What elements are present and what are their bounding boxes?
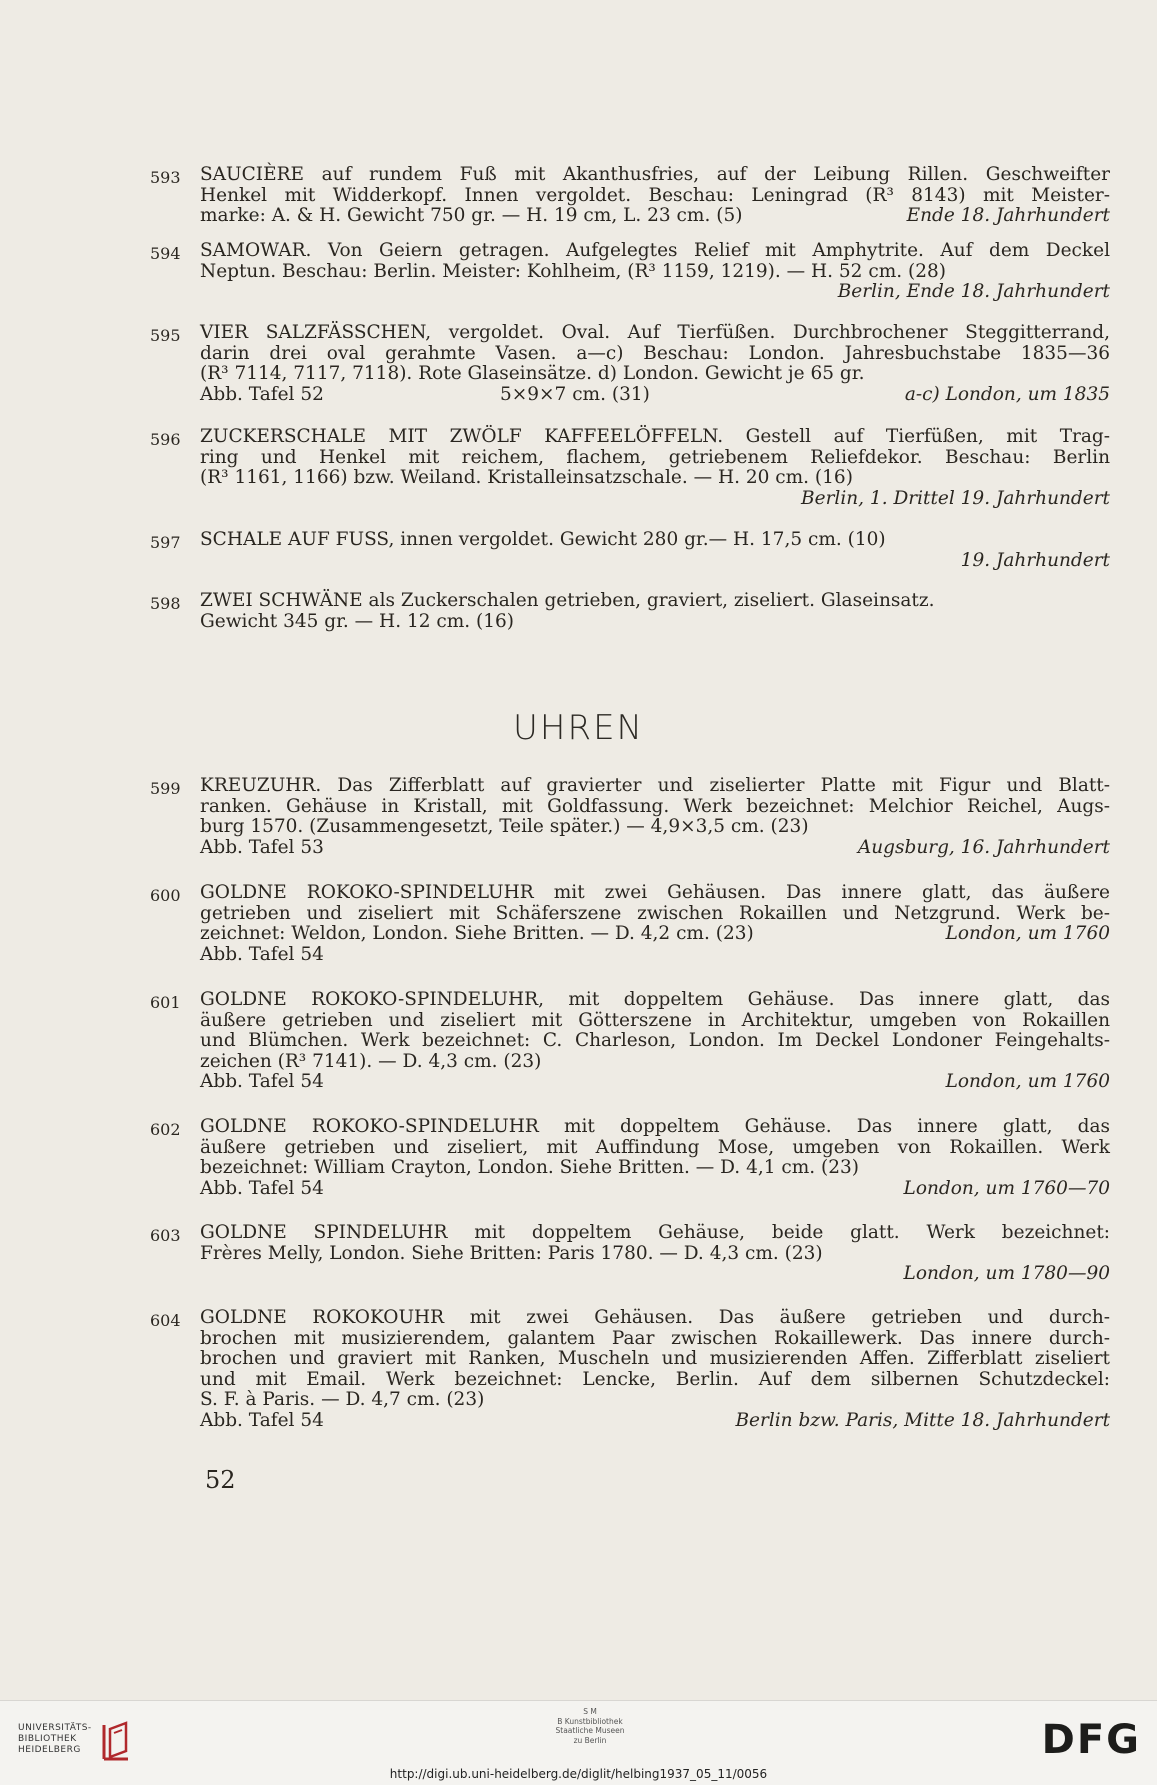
entry-text: und mit Email. Werk bezeichnet: Lencke, Berlin. Auf dem silbernen Schutzdeckel: [200, 1368, 1110, 1390]
entry-last-line [200, 206, 1110, 227]
entry-594 [150, 240, 1110, 303]
entry-text: VIER SALZFÄSSCHEN, vergoldet. Oval. Auf Tierfüßen. Durchbrochener Steggitterrand, [200, 322, 1110, 343]
entry-date: Berlin, Ende 18. Jahrhundert [837, 281, 1110, 302]
entry-593 [150, 164, 1110, 227]
entry-last-line [200, 1179, 1110, 1200]
entry-text: äußere getrieben und ziseliert mit Götterszene in Architektur, umgeben von Rokaillen [200, 1009, 1110, 1031]
entry-text: bezeichnet: William Crayton, London. Siehe Britten. — D. 4,1 cm. (23) [200, 1157, 860, 1178]
entry-text: GOLDNE SPINDELUHR mit doppeltem Gehäuse, beide glatt. Werk bezeichnet: [200, 1222, 1110, 1243]
entry-number: 599 [150, 779, 181, 798]
entry-text: marke: A. & H. Gewicht 750 gr. — H. 19 cm, L. 23 cm. (5) [200, 205, 743, 226]
entry-number: 600 [150, 886, 181, 905]
entry-text: zeichnet: Weldon, London. Siehe Britten. — D. 4,2 cm. (23) [200, 923, 754, 944]
entry-text: SAUCIÈRE auf rundem Fuß mit Akanthusfries, auf der Leibung Rillen. Geschweifter [200, 164, 1110, 185]
entry-text: getrieben und ziseliert mit Schäferszene zwischen Rokaillen und Netzgrund. Werk be- [200, 902, 1110, 924]
entry-text: (R³ 1161, 1166) bzw. Weiland. Kristalleinsatzschale. — H. 20 cm. (16) [200, 467, 853, 488]
entry-last-line [200, 385, 1110, 406]
plate-reference: Abb. Tafel 54 [200, 943, 324, 965]
digitization-footer [0, 1700, 1157, 1785]
entry-text: GOLDNE ROKOKO-SPINDELUHR mit doppeltem Gehäuse. Das innere glatt, das [200, 1116, 1110, 1137]
entry-601 [150, 989, 1110, 1093]
entry-text: GOLDNE ROKOKO-SPINDELUHR mit zwei Gehäusen. Das innere glatt, das äußere [200, 882, 1110, 903]
entry-text: (R³ 7114, 7117, 7118). Rote Glaseinsätze. d) London. Gewicht je 65 gr. [200, 363, 865, 384]
entry-text: KREUZUHR. Das Zifferblatt auf gravierter und ziselierter Platte mit Figur und Blatt- [200, 775, 1110, 796]
dfg-logo[interactable]: DFG [1041, 1717, 1141, 1763]
entry-text: ranken. Gehäuse in Kristall, mit Goldfassung. Werk bezeichnet: Melchior Reichel, Augs- [200, 795, 1110, 817]
entry-text: SCHALE AUF FUSS, innen vergoldet. Gewicht 280 gr.— H. 17,5 cm. (10) [200, 529, 886, 550]
entry-text: brochen mit musizierendem, galantem Paar zwischen Rokaillewerk. Das innere durch- [200, 1327, 1110, 1349]
entry-596 [150, 426, 1110, 509]
entry-text: SAMOWAR. Von Geiern getragen. Aufgelegtes Relief mit Amphytrite. Auf dem Deckel [200, 240, 1110, 261]
entry-date: Ende 18. Jahrhundert [906, 205, 1110, 226]
entry-number: 596 [150, 430, 181, 449]
entry-text: Frères Melly, London. Siehe Britten: Paris 1780. — D. 4,3 cm. (23) [200, 1242, 823, 1264]
entry-text: Neptun. Beschau: Berlin. Meister: Kohlheim, (R³ 1159, 1219). — H. 52 cm. (28) [200, 260, 946, 282]
plate-reference: Abb. Tafel 54 [200, 1177, 324, 1199]
entry-date: London, um 1760 [945, 923, 1110, 944]
entry-number: 595 [150, 326, 181, 345]
plate-reference: Abb. Tafel 54 [200, 1409, 324, 1431]
entry-number: 598 [150, 594, 181, 613]
ub-heidelberg-wordmark[interactable]: UNIVERSITÄTS- BIBLIOTHEK HEIDELBERG [18, 1723, 92, 1755]
entry-date: Augsburg, 16. Jahrhundert [857, 836, 1110, 858]
entry-text: S. F. à Paris. — D. 4,7 cm. (23) [200, 1389, 485, 1410]
entry-604 [150, 1307, 1110, 1431]
entry-date: a-c) London, um 1835 [904, 383, 1110, 405]
section-title: UHREN [513, 708, 644, 748]
plate-reference: Abb. Tafel 54 [200, 1071, 324, 1092]
library-stamp: S M B Kunstbibliothek Staatliche Museen zu Berlin [555, 1707, 625, 1745]
entry-text: GOLDNE ROKOKO-SPINDELUHR, mit doppeltem Gehäuse. Das innere glatt, das [200, 989, 1110, 1010]
entry-number: 593 [150, 168, 181, 187]
entry-600 [150, 882, 1110, 965]
entry-text: zeichen (R³ 7141). — D. 4,3 cm. (23) [200, 1050, 542, 1072]
entry-number: 594 [150, 244, 181, 263]
entry-text: Gewicht 345 gr. — H. 12 cm. (16) [200, 610, 515, 632]
entry-number: 597 [150, 533, 181, 552]
entry-number: 601 [150, 993, 181, 1012]
entry-last-line [200, 838, 1110, 859]
entry-text: ZUCKERSCHALE MIT ZWÖLF KAFFEELÖFFELN. Gestell auf Tierfüßen, mit Trag- [200, 426, 1110, 447]
entry-text: burg 1570. (Zusammengesetzt, Teile später.) — 4,9×3,5 cm. (23) [200, 816, 809, 837]
entry-text: darin drei oval gerahmte Vasen. a—c) Beschau: London. Jahresbuchstabe 1835—36 [200, 342, 1110, 364]
ub-logo-icon[interactable] [100, 1719, 134, 1763]
entry-text: ZWEI SCHWÄNE als Zuckerschalen getrieben, graviert, ziseliert. Glaseinsatz. [200, 590, 935, 611]
entry-date: London, um 1760 [945, 1071, 1110, 1092]
entry-date: London, um 1780—90 [903, 1263, 1110, 1284]
dimensions: 5×9×7 cm. (31) [500, 383, 650, 405]
entry-text: ring und Henkel mit reichem, flachem, getriebenem Reliefdekor. Beschau: Berlin [200, 446, 1110, 468]
entry-number: 603 [150, 1226, 181, 1245]
entry-text: brochen und graviert mit Ranken, Muscheln und musizierenden Affen. Zifferblatt ziseliert [200, 1348, 1110, 1369]
entry-text: Henkel mit Widderkopf. Innen vergoldet. Beschau: Leningrad (R³ 8143) mit Meister- [200, 184, 1110, 206]
entry-text: GOLDNE ROKOKOUHR mit zwei Gehäusen. Das äußere getrieben und durch- [200, 1307, 1110, 1328]
entry-595 [150, 322, 1110, 405]
entry-last-line [200, 1411, 1110, 1432]
entry-text: und Blümchen. Werk bezeichnet: C. Charleson, London. Im Deckel Londoner Feingehalts- [200, 1030, 1110, 1051]
permalink-url[interactable]: http://digi.ub.uni-heidelberg.de/diglit/helbing1937_05_11/0056 [389, 1767, 768, 1781]
entry-date: London, um 1760—70 [903, 1177, 1110, 1199]
entry-598 [150, 590, 1110, 632]
entry-date: Berlin, 1. Drittel 19. Jahrhundert [801, 487, 1110, 509]
entry-date: Berlin bzw. Paris, Mitte 18. Jahrhundert [735, 1409, 1110, 1431]
page-number: 52 [205, 1466, 236, 1494]
entry-line [200, 924, 1110, 945]
entry-603 [150, 1222, 1110, 1285]
entry-602 [150, 1116, 1110, 1199]
entry-597 [150, 529, 1110, 571]
entry-date: 19. Jahrhundert [960, 549, 1110, 571]
plate-reference: Abb. Tafel 53 [200, 836, 324, 858]
entry-number: 602 [150, 1120, 181, 1139]
entry-text: äußere getrieben und ziseliert, mit Auffindung Mose, umgeben von Rokaillen. Werk [200, 1136, 1110, 1158]
entry-last-line [200, 1072, 1110, 1093]
entry-599 [150, 775, 1110, 858]
entry-number: 604 [150, 1311, 181, 1330]
plate-reference: Abb. Tafel 52 [200, 383, 324, 405]
